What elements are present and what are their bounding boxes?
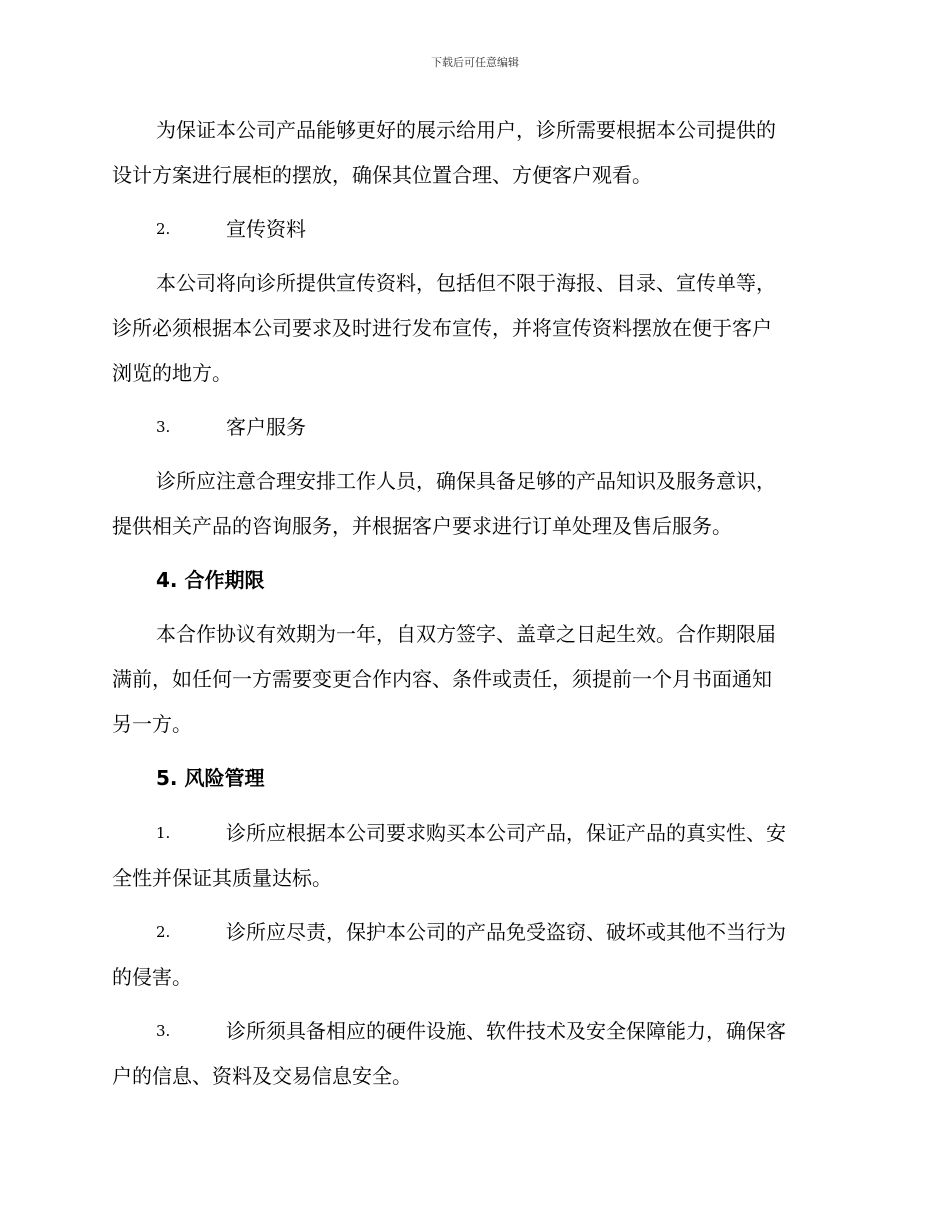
paragraph-line: 诊所应注意合理安排工作人员，确保具备足够的产品知识及服务意识， (156, 469, 776, 493)
paragraph-line: 的侵害。 (112, 965, 192, 989)
section-heading: 5. 风险管理 (156, 766, 265, 790)
paragraph-line: 另一方。 (112, 712, 192, 736)
item-title: 宣传资料 (226, 217, 306, 241)
paragraph-line: 提供相关产品的咨询服务，并根据客户要求进行订单处理及售后服务。 (112, 514, 732, 538)
item-number: 3. (156, 1022, 171, 1040)
item-title: 客户服务 (226, 415, 306, 439)
item-number: 1. (156, 824, 171, 842)
item-number: 3. (156, 418, 171, 436)
paragraph-line: 浏览的地方。 (112, 361, 232, 385)
paragraph-line: 设计方案进行展柜的摆放，确保其位置合理、方便客户观看。 (112, 163, 652, 187)
item-text: 诊所应根据本公司要求购买本公司产品，保证产品的真实性、安 (226, 821, 786, 845)
paragraph-line: 满前，如任何一方需要变更合作内容、条件或责任，须提前一个月书面通知 (112, 667, 772, 691)
section-heading: 4. 合作期限 (156, 568, 265, 592)
paragraph-line: 为保证本公司产品能够更好的展示给用户，诊所需要根据本公司提供的 (156, 118, 776, 142)
item-number: 2. (156, 220, 171, 238)
item-number: 2. (156, 923, 171, 941)
paragraph-line: 本合作协议有效期为一年，自双方签字、盖章之日起生效。合作期限届 (156, 622, 776, 646)
item-text: 诊所须具备相应的硬件设施、软件技术及安全保障能力，确保客 (226, 1019, 786, 1043)
paragraph-line: 全性并保证其质量达标。 (112, 866, 332, 890)
paragraph-line: 诊所必须根据本公司要求及时进行发布宣传，并将宣传资料摆放在便于客户 (112, 316, 772, 340)
paragraph-line: 户的信息、资料及交易信息安全。 (112, 1064, 412, 1088)
page-header: 下载后可任意编辑 (431, 56, 519, 69)
paragraph-line: 本公司将向诊所提供宣传资料，包括但不限于海报、目录、宣传单等， (156, 271, 776, 295)
item-text: 诊所应尽责，保护本公司的产品免受盗窃、破坏或其他不当行为 (226, 920, 786, 944)
